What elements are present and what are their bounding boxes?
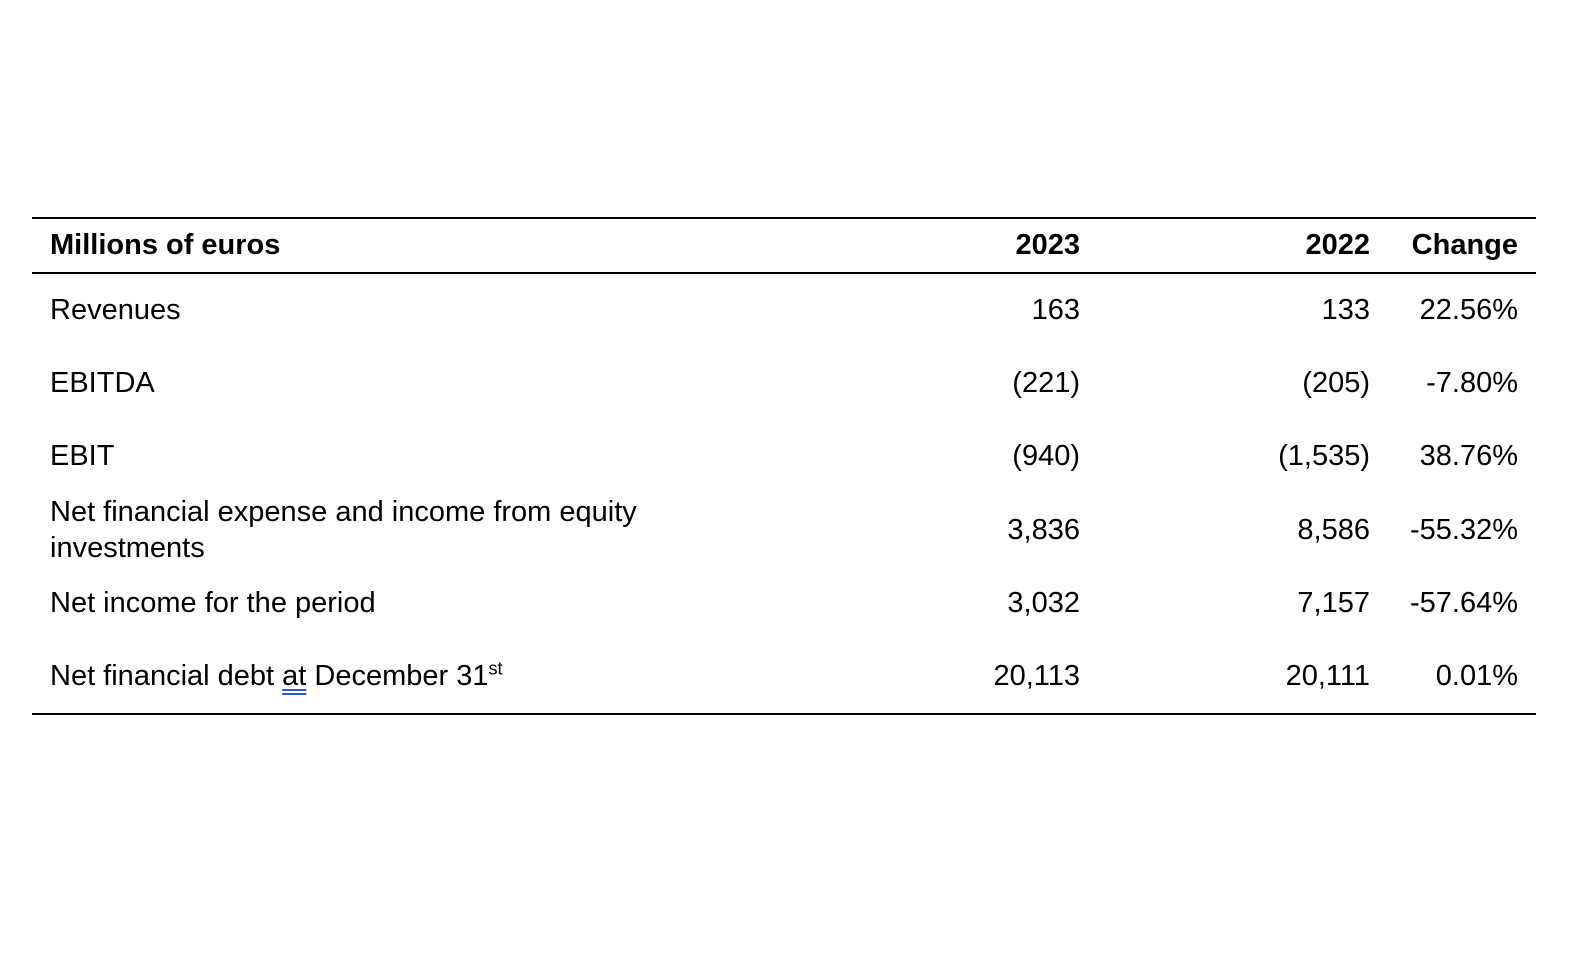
value-2022: 7,157 bbox=[1297, 587, 1370, 620]
value-2023: (221) bbox=[1012, 367, 1080, 400]
value-change: 38.76% bbox=[1419, 440, 1518, 473]
value-2023: 20,113 bbox=[993, 660, 1080, 693]
value-2022: (205) bbox=[1302, 367, 1370, 400]
table-row bbox=[32, 420, 1536, 493]
value-change: -7.80% bbox=[1426, 367, 1518, 400]
row-label-line1: Net financial expense and income from equity bbox=[50, 495, 637, 528]
value-2023: (940) bbox=[1012, 440, 1080, 473]
header-change: Change bbox=[1411, 229, 1518, 262]
table-header-row bbox=[32, 218, 1536, 273]
header-millions-of-euros: Millions of euros bbox=[50, 229, 281, 262]
table-row bbox=[32, 347, 1536, 420]
row-label: Net income for the period bbox=[50, 587, 376, 620]
row-label: EBITDA bbox=[50, 367, 155, 400]
value-2023: 163 bbox=[1031, 294, 1080, 327]
row-label-line2: investments bbox=[50, 532, 205, 564]
header-2022: 2022 bbox=[1305, 229, 1370, 262]
value-2023: 3,032 bbox=[1007, 587, 1080, 620]
table-row bbox=[32, 567, 1536, 640]
row-label bbox=[32, 640, 808, 714]
financial-table-container bbox=[32, 217, 1536, 715]
financial-summary-table bbox=[32, 217, 1536, 715]
value-2022: (1,535) bbox=[1278, 440, 1370, 473]
value-change: -55.32% bbox=[1409, 513, 1518, 546]
row-label-post: December 31 bbox=[306, 660, 489, 693]
value-change: 22.56% bbox=[1419, 294, 1518, 327]
row-label-superscript: st bbox=[488, 658, 503, 679]
value-change: -57.64% bbox=[1409, 587, 1518, 620]
value-2022: 8,586 bbox=[1297, 513, 1370, 546]
value-2022: 20,111 bbox=[1285, 660, 1370, 693]
table-row bbox=[32, 273, 1536, 347]
table-row bbox=[32, 640, 1536, 714]
value-2023: 3,836 bbox=[1007, 513, 1080, 546]
row-label-pre: Net financial debt bbox=[50, 660, 283, 693]
row-label: Revenues bbox=[50, 294, 181, 327]
value-2022: 133 bbox=[1321, 294, 1370, 327]
header-2023: 2023 bbox=[1015, 229, 1080, 262]
value-change: 0.01% bbox=[1435, 660, 1518, 693]
row-label-at: at bbox=[282, 660, 307, 693]
row-label: EBIT bbox=[50, 440, 115, 473]
table-row bbox=[32, 493, 1536, 567]
row-label bbox=[32, 493, 808, 567]
